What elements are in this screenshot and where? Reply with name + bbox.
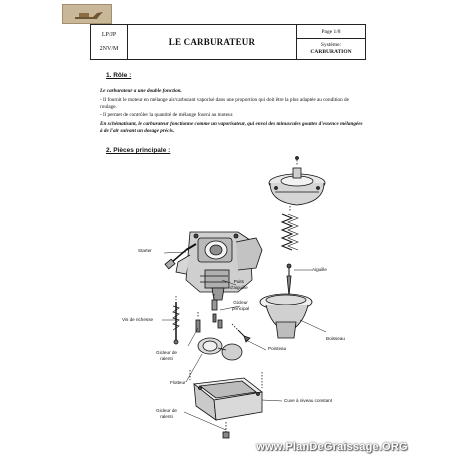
label-gicleur-ralenti-2	[156, 408, 177, 419]
page-number: Page 1/8	[297, 29, 365, 39]
header-author: LP/JP	[101, 31, 117, 38]
float-bowl-part	[194, 378, 262, 420]
float-needle-part	[232, 324, 250, 342]
label-flotteur: Flotteur	[170, 380, 186, 385]
label-gicleur-ralenti	[156, 350, 177, 361]
top-cover-part	[269, 168, 325, 205]
role-summary: En schématisant, le carburateur fonctionne comme un vaporisateur, qui envoi des minuscules gouttes d'essence mélangées à de l'air suivant un dosage précis.	[100, 121, 363, 134]
label-aiguille: Aiguille	[312, 267, 327, 272]
label-gicleur-ralenti-line2: ralenti	[160, 355, 173, 361]
label-boisseau: Boisseau	[326, 336, 345, 341]
label-vis-richesse: Vis de richesse	[122, 317, 154, 322]
section-role-title-text: 1. Rôle :	[106, 72, 132, 79]
label-gicleur-principal-line1: Gicleur	[233, 300, 248, 305]
section-parts-title-text: 2. Pièces principale :	[106, 147, 171, 154]
header-class: 2NV/M	[99, 45, 119, 52]
carburetor-body-part	[176, 232, 262, 300]
label-gicleur-principal-line2: principal	[232, 305, 250, 311]
system-label: Système:	[320, 41, 342, 48]
label-gicleur-principal	[232, 300, 249, 311]
label-gicleur-ralenti-2-line2: ralenti	[160, 413, 173, 419]
label-pointeau: Pointeau	[268, 346, 287, 351]
label-starter: Starter	[138, 248, 152, 253]
role-intro: Le carburateur a une double fonction.	[100, 88, 182, 94]
label-cuve: Cuve à niveau constant	[284, 398, 333, 403]
throttle-slide-part	[260, 294, 312, 338]
label-gicleur-ralenti-2-line1: Gicleur de	[156, 408, 177, 413]
label-gicleur-ralenti-line1: Gicleur de	[156, 350, 177, 355]
label-puits	[230, 279, 248, 290]
pilot-jet-part	[196, 312, 200, 332]
float-part	[198, 338, 242, 360]
label-puits-line1: Puits	[233, 279, 244, 284]
spring-part	[282, 214, 298, 250]
role-point-1: - Il fournit le moteur en mélange air/carburant vaporisé dans une proportion qui doit être la plus adaptée au condition de roulage.	[100, 97, 349, 110]
role-point-2: - Il permet de contrôler la quantité de mélange fourni au moteur.	[100, 112, 234, 118]
needle-part	[287, 264, 291, 296]
page-title: LE CARBURATEUR	[128, 25, 297, 60]
site-watermark: www.PlanDeGraissage.ORG	[256, 441, 408, 453]
label-puits-line2: d'aiguille	[230, 284, 248, 290]
system-value: CARBURATION	[310, 48, 352, 55]
